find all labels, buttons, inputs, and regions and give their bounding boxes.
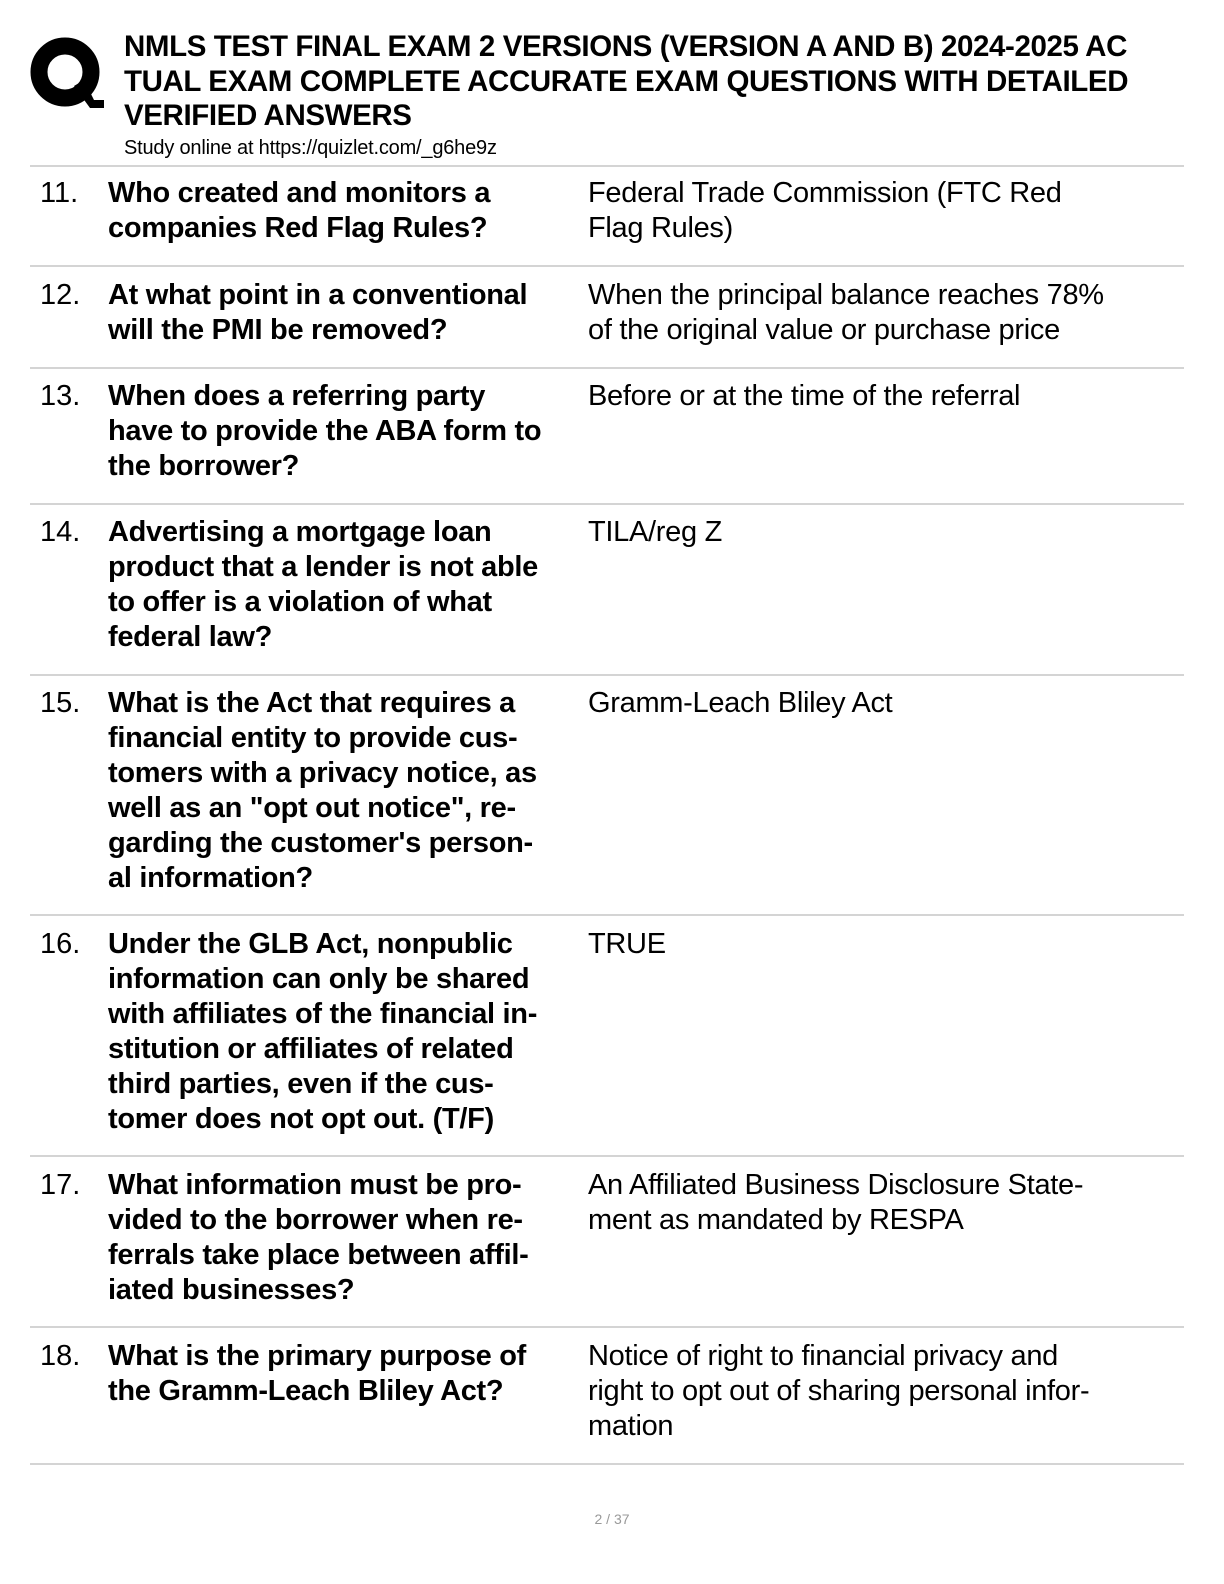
divider [30,165,1184,167]
question-text: What information must be pro- vided to the borrower when re- ferrals take place between affil- iated businesses? [108,1169,529,1306]
question-number: 14. [40,516,81,548]
divider [30,674,1184,676]
quizlet-q-logo-icon [30,36,104,110]
divider [30,503,1184,505]
study-online-link[interactable]: Study online at https://quizlet.com/_g6he9z [124,137,497,159]
question-text: Advertising a mortgage loan product that a lender is not able to offer is a violation of what federal law? [108,516,538,653]
answer-text: When the principal balance reaches 78% of the original value or purchase price [588,279,1104,346]
question-text: Under the GLB Act, nonpublic information can only be shared with affiliates of the financial in- stitution or affiliates of related third parties, even if the cus- tomer does not opt out. (T/F) [108,928,538,1135]
question-number: 12. [40,279,81,311]
document-title [124,30,1224,134]
question-number: 13. [40,380,81,412]
answer-text: An Affiliated Business Disclosure State- ment as mandated by RESPA [588,1169,1084,1236]
divider [30,914,1184,916]
answer-text: Notice of right to financial privacy and right to opt out of sharing personal infor- mation [588,1340,1090,1442]
divider [30,1155,1184,1157]
question-number: 11. [40,177,79,209]
title-line: VERIFIED ANSWERS [124,99,412,132]
answer-text: Gramm-Leach Bliley Act [588,687,893,719]
question-text: Who created and monitors a companies Red Flag Rules? [108,177,491,244]
title-line: TUAL EXAM COMPLETE ACCURATE EXAM QUESTIONS WITH DETAILED [124,64,1129,98]
answer-text: TRUE [588,928,666,960]
question-text: At what point in a conventional will the PMI be removed? [108,279,528,346]
title-line: NMLS TEST FINAL EXAM 2 VERSIONS (VERSION A AND B) 2024-2025 AC [124,30,1127,63]
divider [30,1463,1184,1465]
divider [30,265,1184,267]
question-number: 17. [40,1169,81,1201]
page-indicator: 2 / 37 [594,1511,630,1527]
question-number: 15. [40,687,81,719]
question-text: When does a referring party have to provide the ABA form to the borrower? [108,380,542,482]
divider [30,367,1184,369]
answer-text: Federal Trade Commission (FTC Red Flag Rules) [588,177,1062,244]
question-text: What is the Act that requires a financial entity to provide cus- tomers with a privacy notice, as well as an "opt out notice", re- garding the customer's person- al information? [108,687,537,894]
divider [30,1326,1184,1328]
document-header [30,28,1224,166]
question-number: 18. [40,1340,81,1372]
answer-text: TILA/reg Z [588,516,722,548]
question-text: What is the primary purpose of the Gramm-Leach Bliley Act? [108,1340,526,1407]
answer-text: Before or at the time of the referral [588,380,1021,412]
question-number: 16. [40,928,81,960]
